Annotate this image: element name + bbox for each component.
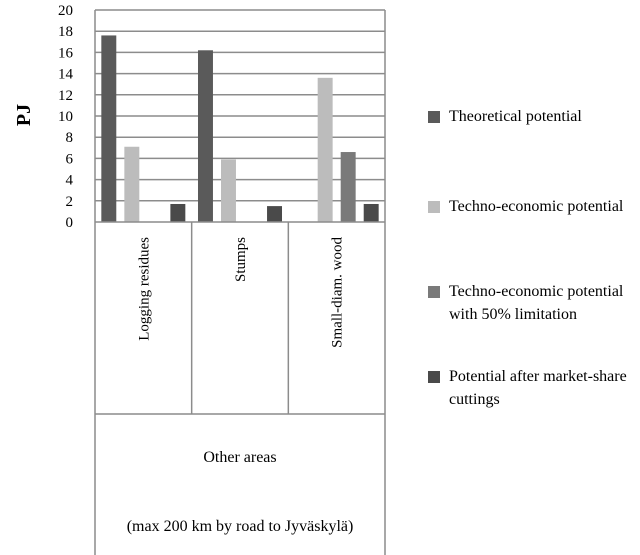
y-tick-label: 2 bbox=[65, 193, 73, 210]
category-labels bbox=[136, 237, 345, 348]
bar bbox=[341, 152, 356, 222]
y-tick-label: 8 bbox=[65, 130, 73, 147]
bar bbox=[198, 50, 213, 222]
y-tick-label: 14 bbox=[58, 66, 73, 83]
bar bbox=[221, 159, 236, 222]
y-tick-label: 10 bbox=[58, 109, 73, 125]
y-tick-label: 6 bbox=[65, 151, 73, 168]
bar bbox=[101, 35, 116, 222]
bar bbox=[170, 204, 185, 222]
legend-label: Theoretical potential bbox=[449, 108, 582, 125]
legend-label: Potential after market-share cuttings bbox=[449, 368, 627, 408]
legend-swatch bbox=[428, 201, 440, 213]
category-label: Stumps bbox=[233, 237, 249, 283]
legend-label: Techno-economic potential with 50% limitation bbox=[449, 283, 624, 323]
bar bbox=[267, 206, 282, 222]
bar bbox=[318, 78, 333, 222]
bar bbox=[364, 204, 379, 222]
category-label: Small-diam. wood bbox=[329, 237, 346, 348]
bars bbox=[101, 35, 378, 222]
y-tick-label: 18 bbox=[58, 24, 73, 41]
y-tick-labels bbox=[58, 3, 74, 231]
bar bbox=[124, 147, 139, 222]
y-tick-label: 16 bbox=[58, 45, 73, 62]
y-tick-label: 0 bbox=[65, 215, 73, 231]
legend-swatch bbox=[428, 286, 440, 298]
legend-swatch bbox=[428, 371, 440, 383]
y-axis-title: PJ bbox=[13, 103, 35, 127]
group-note: (max 200 km by road to Jyväskylä) bbox=[126, 518, 354, 535]
legend-swatch bbox=[428, 111, 440, 123]
y-tick-label: 4 bbox=[65, 172, 73, 189]
legend-label: Techno-economic potential bbox=[449, 198, 624, 215]
y-tick-label: 12 bbox=[58, 87, 73, 104]
category-label: Logging residues bbox=[136, 237, 153, 341]
y-tick-label: 20 bbox=[58, 3, 73, 19]
group-label: Other areas bbox=[203, 449, 277, 466]
